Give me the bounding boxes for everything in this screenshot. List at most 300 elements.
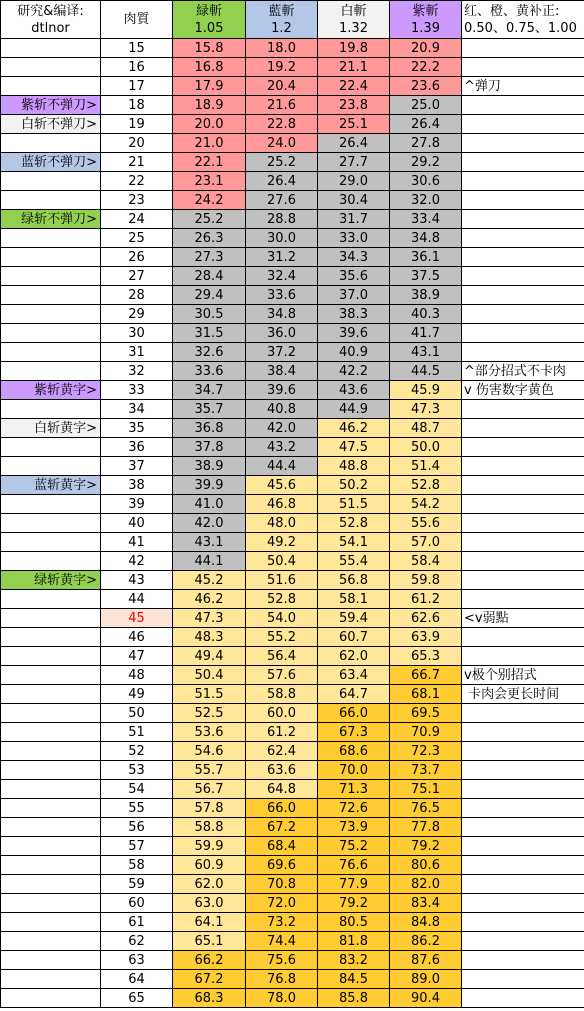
blue-damage-cell: 37.2 bbox=[246, 343, 318, 362]
note-cell bbox=[462, 533, 584, 552]
blue-damage-cell: 55.2 bbox=[246, 628, 318, 647]
purple-damage-cell: 73.7 bbox=[390, 761, 462, 780]
table-row bbox=[1, 96, 584, 115]
threshold-label bbox=[1, 324, 101, 343]
meat-value: 45 bbox=[101, 609, 173, 628]
white-damage-cell: 23.8 bbox=[318, 96, 390, 115]
purple-damage-cell: 55.6 bbox=[390, 514, 462, 533]
green-damage-cell: 25.2 bbox=[173, 210, 246, 229]
table-row bbox=[1, 951, 584, 970]
threshold-label bbox=[1, 856, 101, 875]
correction-line-2: 0.50、0.75、1.00 bbox=[464, 20, 577, 36]
purple-damage-cell: 29.2 bbox=[390, 153, 462, 172]
threshold-label bbox=[1, 913, 101, 932]
threshold-label bbox=[1, 533, 101, 552]
table-row bbox=[1, 799, 584, 818]
note-cell bbox=[462, 913, 584, 932]
table-row bbox=[1, 590, 584, 609]
blue-sharpness-header bbox=[246, 1, 318, 39]
purple-label: 紫斬 bbox=[412, 3, 439, 19]
note-cell bbox=[462, 552, 584, 571]
purple-damage-cell: 80.6 bbox=[390, 856, 462, 875]
white-damage-cell: 66.0 bbox=[318, 704, 390, 723]
green-damage-cell: 45.2 bbox=[173, 571, 246, 590]
meat-value: 64 bbox=[101, 970, 173, 989]
green-damage-cell: 20.0 bbox=[173, 115, 246, 134]
purple-damage-cell: 34.8 bbox=[390, 229, 462, 248]
note-cell bbox=[462, 457, 584, 476]
threshold-label bbox=[1, 666, 101, 685]
note-cell bbox=[462, 58, 584, 77]
purple-damage-cell: 26.4 bbox=[390, 115, 462, 134]
meat-value: 24 bbox=[101, 210, 173, 229]
meat-value: 42 bbox=[101, 552, 173, 571]
blue-damage-cell: 72.0 bbox=[246, 894, 318, 913]
purple-damage-cell: 33.4 bbox=[390, 210, 462, 229]
white-damage-cell: 29.0 bbox=[318, 172, 390, 191]
green-damage-cell: 23.1 bbox=[173, 172, 246, 191]
meat-value: 51 bbox=[101, 723, 173, 742]
green-damage-cell: 21.0 bbox=[173, 134, 246, 153]
threshold-label bbox=[1, 704, 101, 723]
threshold-label bbox=[1, 685, 101, 704]
meat-value: 40 bbox=[101, 514, 173, 533]
purple-damage-cell: 58.4 bbox=[390, 552, 462, 571]
green-damage-cell: 66.2 bbox=[173, 951, 246, 970]
meat-value: 57 bbox=[101, 837, 173, 856]
blue-damage-cell: 27.6 bbox=[246, 191, 318, 210]
table-row bbox=[1, 58, 584, 77]
meat-value: 26 bbox=[101, 248, 173, 267]
threshold-label bbox=[1, 191, 101, 210]
green-damage-cell: 30.5 bbox=[173, 305, 246, 324]
meat-value: 22 bbox=[101, 172, 173, 191]
blue-damage-cell: 22.8 bbox=[246, 115, 318, 134]
green-damage-cell: 43.1 bbox=[173, 533, 246, 552]
note-cell bbox=[462, 438, 584, 457]
threshold-label bbox=[1, 286, 101, 305]
blue-damage-cell: 42.0 bbox=[246, 419, 318, 438]
table-row bbox=[1, 647, 584, 666]
blue-damage-cell: 70.8 bbox=[246, 875, 318, 894]
white-damage-cell: 54.1 bbox=[318, 533, 390, 552]
purple-damage-cell: 61.2 bbox=[390, 590, 462, 609]
note-cell bbox=[462, 267, 584, 286]
blue-damage-cell: 48.0 bbox=[246, 514, 318, 533]
green-damage-cell: 15.8 bbox=[173, 39, 246, 58]
threshold-label: 白斩黄字> bbox=[1, 419, 101, 438]
threshold-label: 白斩不弹刀> bbox=[1, 115, 101, 134]
table-row bbox=[1, 210, 584, 229]
white-damage-cell: 56.8 bbox=[318, 571, 390, 590]
purple-damage-cell: 68.1 bbox=[390, 685, 462, 704]
green-damage-cell: 34.7 bbox=[173, 381, 246, 400]
threshold-label bbox=[1, 343, 101, 362]
blue-damage-cell: 62.4 bbox=[246, 742, 318, 761]
correction-header bbox=[462, 1, 584, 39]
purple-damage-cell: 23.6 bbox=[390, 77, 462, 96]
meat-value: 21 bbox=[101, 153, 173, 172]
note-cell bbox=[462, 894, 584, 913]
note-cell bbox=[462, 856, 584, 875]
green-damage-cell: 27.3 bbox=[173, 248, 246, 267]
meat-header: 肉質 bbox=[101, 1, 173, 39]
correction-line-1: 红、橙、黄补正: bbox=[464, 3, 560, 19]
threshold-label bbox=[1, 609, 101, 628]
note-cell bbox=[462, 305, 584, 324]
green-damage-cell: 44.1 bbox=[173, 552, 246, 571]
green-damage-cell: 59.9 bbox=[173, 837, 246, 856]
threshold-label bbox=[1, 457, 101, 476]
threshold-label bbox=[1, 723, 101, 742]
white-damage-cell: 42.2 bbox=[318, 362, 390, 381]
note-cell bbox=[462, 248, 584, 267]
green-damage-cell: 22.1 bbox=[173, 153, 246, 172]
blue-damage-cell: 46.8 bbox=[246, 495, 318, 514]
purple-damage-cell: 70.9 bbox=[390, 723, 462, 742]
purple-damage-cell: 52.8 bbox=[390, 476, 462, 495]
green-damage-cell: 54.6 bbox=[173, 742, 246, 761]
green-damage-cell: 28.4 bbox=[173, 267, 246, 286]
threshold-label: 绿斩不弹刀> bbox=[1, 210, 101, 229]
meat-value: 54 bbox=[101, 780, 173, 799]
threshold-label bbox=[1, 875, 101, 894]
table-row bbox=[1, 476, 584, 495]
table-row bbox=[1, 932, 584, 951]
meat-value: 43 bbox=[101, 571, 173, 590]
meat-value: 65 bbox=[101, 989, 173, 1008]
blue-damage-cell: 45.6 bbox=[246, 476, 318, 495]
white-damage-cell: 75.2 bbox=[318, 837, 390, 856]
green-damage-cell: 48.3 bbox=[173, 628, 246, 647]
note-cell bbox=[462, 343, 584, 362]
purple-damage-cell: 63.9 bbox=[390, 628, 462, 647]
meat-value: 48 bbox=[101, 666, 173, 685]
green-damage-cell: 55.7 bbox=[173, 761, 246, 780]
blue-label: 藍斬 bbox=[268, 3, 295, 19]
green-damage-cell: 62.0 bbox=[173, 875, 246, 894]
note-cell bbox=[462, 476, 584, 495]
threshold-label: 蓝斩不弹刀> bbox=[1, 153, 101, 172]
blue-damage-cell: 24.0 bbox=[246, 134, 318, 153]
purple-damage-cell: 57.0 bbox=[390, 533, 462, 552]
meat-value: 31 bbox=[101, 343, 173, 362]
meat-value: 63 bbox=[101, 951, 173, 970]
white-damage-cell: 71.3 bbox=[318, 780, 390, 799]
white-damage-cell: 72.6 bbox=[318, 799, 390, 818]
meat-value: 33 bbox=[101, 381, 173, 400]
header-row bbox=[1, 1, 584, 39]
green-damage-cell: 24.2 bbox=[173, 191, 246, 210]
meat-value: 16 bbox=[101, 58, 173, 77]
table-row bbox=[1, 514, 584, 533]
table-row bbox=[1, 457, 584, 476]
note-cell bbox=[462, 400, 584, 419]
table-row bbox=[1, 77, 584, 96]
white-damage-cell: 22.4 bbox=[318, 77, 390, 96]
table-row bbox=[1, 780, 584, 799]
table-row bbox=[1, 609, 584, 628]
table-row bbox=[1, 837, 584, 856]
credit-line-1: 研究&编译: bbox=[17, 3, 84, 19]
purple-damage-cell: 44.5 bbox=[390, 362, 462, 381]
note-cell bbox=[462, 495, 584, 514]
note-cell bbox=[462, 115, 584, 134]
blue-damage-cell: 43.2 bbox=[246, 438, 318, 457]
table-row bbox=[1, 324, 584, 343]
note-cell bbox=[462, 761, 584, 780]
meat-value: 60 bbox=[101, 894, 173, 913]
meat-value: 34 bbox=[101, 400, 173, 419]
table-row bbox=[1, 153, 584, 172]
threshold-label bbox=[1, 77, 101, 96]
purple-damage-cell: 82.0 bbox=[390, 875, 462, 894]
purple-damage-cell: 84.8 bbox=[390, 913, 462, 932]
purple-damage-cell: 77.8 bbox=[390, 818, 462, 837]
green-damage-cell: 33.6 bbox=[173, 362, 246, 381]
blue-damage-cell: 40.8 bbox=[246, 400, 318, 419]
white-damage-cell: 38.3 bbox=[318, 305, 390, 324]
note-cell bbox=[462, 970, 584, 989]
threshold-label bbox=[1, 305, 101, 324]
purple-sharpness-header bbox=[390, 1, 462, 39]
table-row bbox=[1, 248, 584, 267]
note-cell bbox=[462, 324, 584, 343]
blue-damage-cell: 57.6 bbox=[246, 666, 318, 685]
green-damage-cell: 60.9 bbox=[173, 856, 246, 875]
white-damage-cell: 21.1 bbox=[318, 58, 390, 77]
purple-damage-cell: 66.7 bbox=[390, 666, 462, 685]
note-cell: v 伤害数字黄色 bbox=[462, 381, 584, 400]
note-cell: ^弹刀 bbox=[462, 77, 584, 96]
purple-damage-cell: 37.5 bbox=[390, 267, 462, 286]
meat-value: 30 bbox=[101, 324, 173, 343]
green-damage-cell: 52.5 bbox=[173, 704, 246, 723]
white-damage-cell: 58.1 bbox=[318, 590, 390, 609]
purple-damage-cell: 75.1 bbox=[390, 780, 462, 799]
white-damage-cell: 26.4 bbox=[318, 134, 390, 153]
green-damage-cell: 38.9 bbox=[173, 457, 246, 476]
threshold-label bbox=[1, 495, 101, 514]
green-damage-cell: 41.0 bbox=[173, 495, 246, 514]
purple-damage-cell: 20.9 bbox=[390, 39, 462, 58]
table-row bbox=[1, 39, 584, 58]
purple-damage-cell: 69.5 bbox=[390, 704, 462, 723]
green-sharpness-header bbox=[173, 1, 246, 39]
blue-damage-cell: 21.6 bbox=[246, 96, 318, 115]
green-damage-cell: 65.1 bbox=[173, 932, 246, 951]
threshold-label bbox=[1, 894, 101, 913]
purple-damage-cell: 90.4 bbox=[390, 989, 462, 1008]
purple-damage-cell: 32.0 bbox=[390, 191, 462, 210]
meat-value: 59 bbox=[101, 875, 173, 894]
note-cell bbox=[462, 989, 584, 1008]
green-label: 緑斬 bbox=[195, 3, 222, 19]
table-row bbox=[1, 913, 584, 932]
blue-damage-cell: 61.2 bbox=[246, 723, 318, 742]
purple-damage-cell: 50.0 bbox=[390, 438, 462, 457]
meat-value: 53 bbox=[101, 761, 173, 780]
white-damage-cell: 51.5 bbox=[318, 495, 390, 514]
note-cell bbox=[462, 875, 584, 894]
green-damage-cell: 26.3 bbox=[173, 229, 246, 248]
blue-damage-cell: 31.2 bbox=[246, 248, 318, 267]
threshold-label bbox=[1, 438, 101, 457]
green-damage-cell: 67.2 bbox=[173, 970, 246, 989]
table-row bbox=[1, 438, 584, 457]
blue-damage-cell: 25.2 bbox=[246, 153, 318, 172]
threshold-label bbox=[1, 970, 101, 989]
meat-value: 19 bbox=[101, 115, 173, 134]
blue-damage-cell: 33.6 bbox=[246, 286, 318, 305]
white-damage-cell: 77.9 bbox=[318, 875, 390, 894]
blue-damage-cell: 28.8 bbox=[246, 210, 318, 229]
purple-damage-cell: 51.4 bbox=[390, 457, 462, 476]
meat-value: 20 bbox=[101, 134, 173, 153]
blue-multiplier: 1.2 bbox=[271, 20, 292, 36]
white-damage-cell: 60.7 bbox=[318, 628, 390, 647]
green-damage-cell: 31.5 bbox=[173, 324, 246, 343]
purple-damage-cell: 40.3 bbox=[390, 305, 462, 324]
threshold-label bbox=[1, 248, 101, 267]
meat-value: 35 bbox=[101, 419, 173, 438]
white-damage-cell: 47.5 bbox=[318, 438, 390, 457]
meat-value: 29 bbox=[101, 305, 173, 324]
threshold-label bbox=[1, 267, 101, 286]
threshold-label bbox=[1, 590, 101, 609]
meat-value: 55 bbox=[101, 799, 173, 818]
purple-damage-cell: 47.3 bbox=[390, 400, 462, 419]
blue-damage-cell: 68.4 bbox=[246, 837, 318, 856]
table-row bbox=[1, 400, 584, 419]
green-damage-cell: 47.3 bbox=[173, 609, 246, 628]
purple-damage-cell: 41.7 bbox=[390, 324, 462, 343]
meat-value: 15 bbox=[101, 39, 173, 58]
green-damage-cell: 36.8 bbox=[173, 419, 246, 438]
table-row bbox=[1, 761, 584, 780]
threshold-label bbox=[1, 400, 101, 419]
purple-damage-cell: 45.9 bbox=[390, 381, 462, 400]
white-damage-cell: 52.8 bbox=[318, 514, 390, 533]
table-row bbox=[1, 267, 584, 286]
blue-damage-cell: 52.8 bbox=[246, 590, 318, 609]
table-row bbox=[1, 742, 584, 761]
purple-damage-cell: 27.8 bbox=[390, 134, 462, 153]
meat-value: 25 bbox=[101, 229, 173, 248]
note-cell bbox=[462, 818, 584, 837]
white-damage-cell: 80.5 bbox=[318, 913, 390, 932]
white-damage-cell: 62.0 bbox=[318, 647, 390, 666]
table-row bbox=[1, 495, 584, 514]
green-damage-cell: 50.4 bbox=[173, 666, 246, 685]
purple-damage-cell: 36.1 bbox=[390, 248, 462, 267]
table-row bbox=[1, 989, 584, 1008]
green-damage-cell: 29.4 bbox=[173, 286, 246, 305]
white-damage-cell: 83.2 bbox=[318, 951, 390, 970]
table-row bbox=[1, 115, 584, 134]
note-cell: 卡肉会更长时间 bbox=[462, 685, 584, 704]
purple-damage-cell: 30.6 bbox=[390, 172, 462, 191]
purple-damage-cell: 59.8 bbox=[390, 571, 462, 590]
table-row bbox=[1, 362, 584, 381]
table-row bbox=[1, 666, 584, 685]
green-damage-cell: 64.1 bbox=[173, 913, 246, 932]
green-damage-cell: 17.9 bbox=[173, 77, 246, 96]
table-row bbox=[1, 894, 584, 913]
blue-damage-cell: 58.8 bbox=[246, 685, 318, 704]
meat-value: 36 bbox=[101, 438, 173, 457]
threshold-label bbox=[1, 628, 101, 647]
table-row bbox=[1, 229, 584, 248]
note-cell: <v弱點 bbox=[462, 609, 584, 628]
blue-damage-cell: 64.8 bbox=[246, 780, 318, 799]
purple-damage-cell: 62.6 bbox=[390, 609, 462, 628]
meat-value: 17 bbox=[101, 77, 173, 96]
white-damage-cell: 30.4 bbox=[318, 191, 390, 210]
purple-damage-cell: 25.0 bbox=[390, 96, 462, 115]
note-cell bbox=[462, 647, 584, 666]
meat-value: 44 bbox=[101, 590, 173, 609]
purple-damage-cell: 79.2 bbox=[390, 837, 462, 856]
white-damage-cell: 31.7 bbox=[318, 210, 390, 229]
blue-damage-cell: 32.4 bbox=[246, 267, 318, 286]
note-cell bbox=[462, 39, 584, 58]
threshold-label bbox=[1, 799, 101, 818]
threshold-label: 绿斩黄字> bbox=[1, 571, 101, 590]
blue-damage-cell: 26.4 bbox=[246, 172, 318, 191]
threshold-label bbox=[1, 362, 101, 381]
purple-damage-cell: 65.3 bbox=[390, 647, 462, 666]
blue-damage-cell: 39.6 bbox=[246, 381, 318, 400]
blue-damage-cell: 75.6 bbox=[246, 951, 318, 970]
white-damage-cell: 67.3 bbox=[318, 723, 390, 742]
green-damage-cell: 42.0 bbox=[173, 514, 246, 533]
purple-multiplier: 1.39 bbox=[411, 20, 440, 36]
white-damage-cell: 84.5 bbox=[318, 970, 390, 989]
blue-damage-cell: 18.0 bbox=[246, 39, 318, 58]
green-damage-cell: 53.6 bbox=[173, 723, 246, 742]
meat-value: 28 bbox=[101, 286, 173, 305]
purple-damage-cell: 43.1 bbox=[390, 343, 462, 362]
table-row bbox=[1, 875, 584, 894]
blue-damage-cell: 69.6 bbox=[246, 856, 318, 875]
threshold-label: 紫斩黄字> bbox=[1, 381, 101, 400]
purple-damage-cell: 87.6 bbox=[390, 951, 462, 970]
note-cell bbox=[462, 571, 584, 590]
purple-damage-cell: 86.2 bbox=[390, 932, 462, 951]
threshold-label bbox=[1, 951, 101, 970]
note-cell bbox=[462, 837, 584, 856]
green-damage-cell: 49.4 bbox=[173, 647, 246, 666]
meat-value: 41 bbox=[101, 533, 173, 552]
meat-value: 37 bbox=[101, 457, 173, 476]
white-damage-cell: 39.6 bbox=[318, 324, 390, 343]
white-damage-cell: 59.4 bbox=[318, 609, 390, 628]
threshold-label bbox=[1, 39, 101, 58]
green-damage-cell: 39.9 bbox=[173, 476, 246, 495]
threshold-label bbox=[1, 552, 101, 571]
threshold-label bbox=[1, 134, 101, 153]
threshold-label: 紫斩不弹刀> bbox=[1, 96, 101, 115]
threshold-label bbox=[1, 229, 101, 248]
purple-damage-cell: 48.7 bbox=[390, 419, 462, 438]
white-damage-cell: 73.9 bbox=[318, 818, 390, 837]
credit-cell bbox=[1, 1, 101, 39]
note-cell bbox=[462, 153, 584, 172]
white-damage-cell: 27.7 bbox=[318, 153, 390, 172]
table-row bbox=[1, 381, 584, 400]
green-damage-cell: 46.2 bbox=[173, 590, 246, 609]
